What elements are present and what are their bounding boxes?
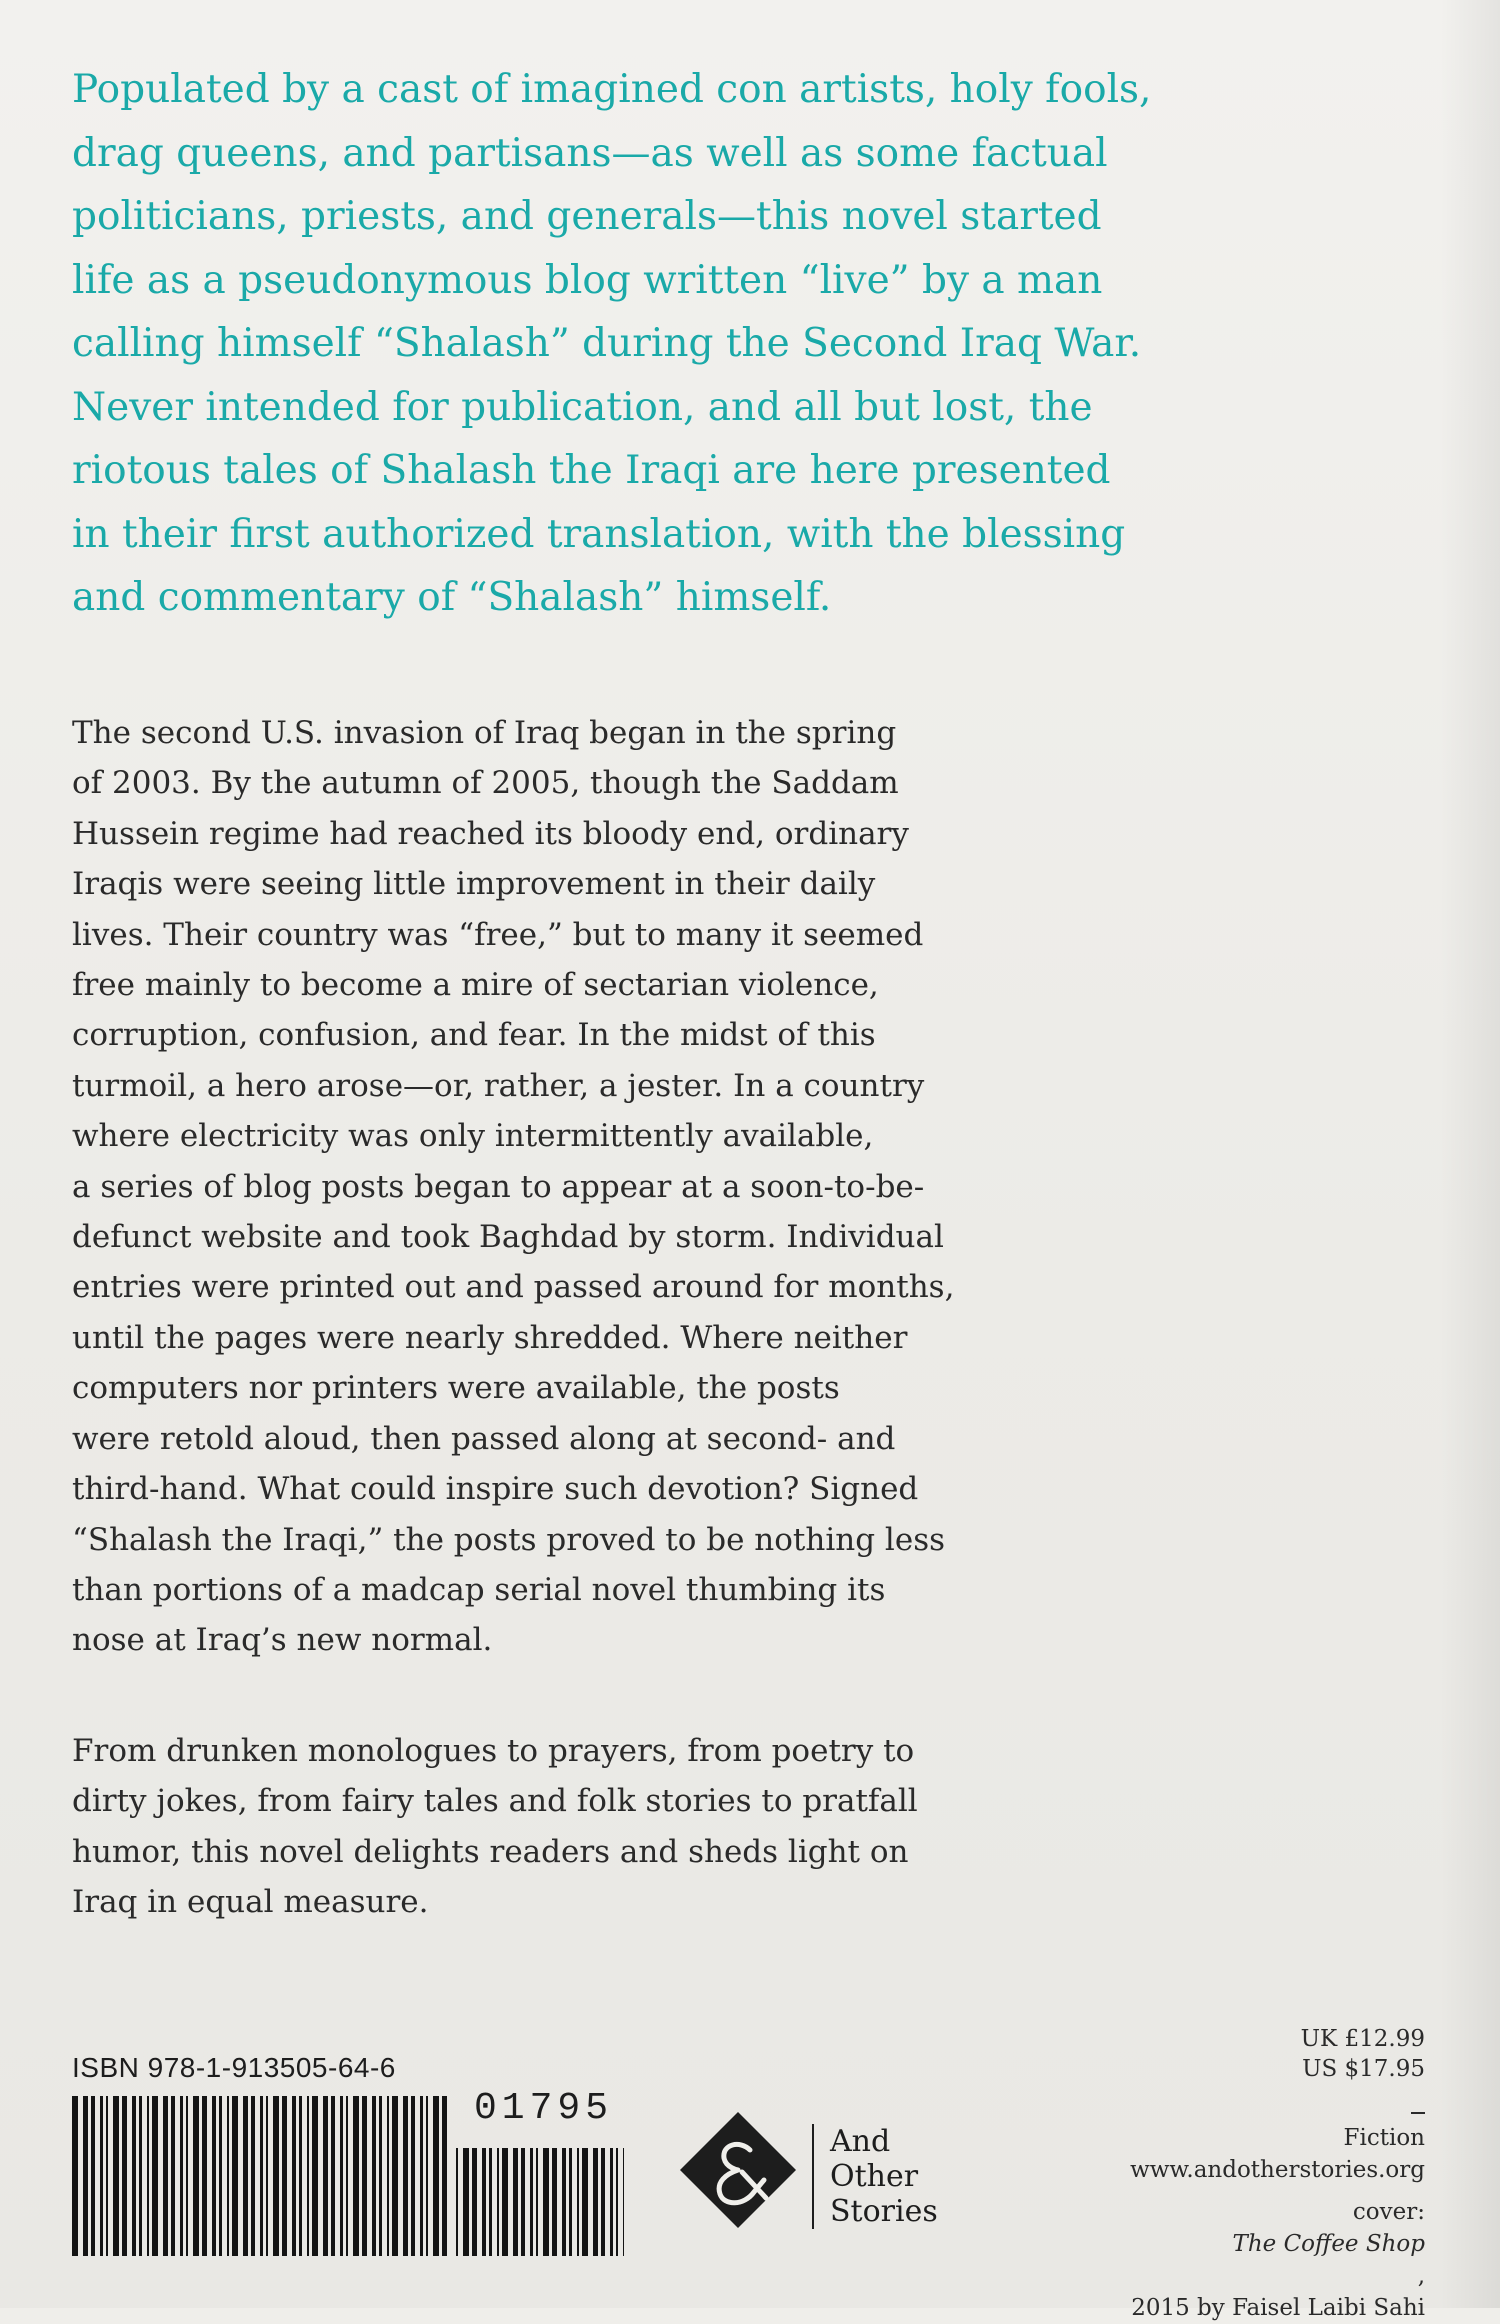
page-shadow xyxy=(1440,0,1500,2308)
blurb-line: life as a pseudonymous blog written “live” by a man xyxy=(72,257,1103,303)
paragraph-line: than portions of a madcap serial novel thumbing its xyxy=(72,1571,886,1608)
price-us: US $17.95 xyxy=(1302,2056,1425,2082)
paragraph-line: nose at Iraq’s new normal. xyxy=(72,1622,493,1659)
paragraph-line: Iraq in equal measure. xyxy=(72,1884,429,1921)
ampersand-diamond-icon xyxy=(678,2110,798,2230)
blurb-line: Never intended for publication, and all but lost, the xyxy=(72,384,1093,430)
category: Fiction xyxy=(1343,2125,1425,2151)
teal-blurb xyxy=(72,58,1412,630)
paragraph-line: Hussein regime had reached its bloody end, ordinary xyxy=(72,815,909,852)
paragraph-line: until the pages were nearly shredded. Where neither xyxy=(72,1319,908,1356)
price-block xyxy=(1301,2024,1425,2084)
paragraph-line: third-hand. What could inspire such devotion? Signed xyxy=(72,1471,919,1508)
paragraph-line: Iraqis were seeing little improvement in their daily xyxy=(72,866,876,903)
description-paragraph-2 xyxy=(72,1726,1132,1928)
blurb-line: calling himself “Shalash” during the Second Iraq War. xyxy=(72,321,1142,366)
cover-artwork-title: The Coffee Shop xyxy=(1232,2231,1425,2257)
paragraph-line: computers nor printers were available, the posts xyxy=(72,1370,840,1407)
publisher-name xyxy=(812,2124,938,2229)
blurb-line: in their first authorized translation, with the blessing xyxy=(72,511,1126,557)
publisher-name-line: And xyxy=(830,2124,891,2159)
paragraph-line: where electricity was only intermittently available, xyxy=(72,1118,874,1155)
paragraph-line: were retold aloud, then passed along at second- and xyxy=(72,1420,896,1457)
paragraph-line: From drunken monologues to prayers, from poetry to xyxy=(72,1733,915,1769)
blurb-line: riotous tales of Shalash the Iraqi are here presented xyxy=(72,448,1111,493)
paragraph-line: turmoil, a hero arose—or, rather, a jester. In a country xyxy=(72,1067,925,1104)
cover-credit-prefix: cover: xyxy=(1352,2199,1425,2225)
barcode-addon-number: 01795 xyxy=(474,2087,614,2130)
barcode xyxy=(72,2096,624,2256)
paragraph-line: defunct website and took Baghdad by storm. Individual xyxy=(72,1219,944,1256)
info-block xyxy=(1130,2102,1425,2186)
blurb-line: Populated by a cast of imagined con artists, holy fools, xyxy=(72,67,1152,112)
paragraph-line: lives. Their country was “free,” but to many it seemed xyxy=(72,916,924,953)
cover-credit-line-1 xyxy=(1131,2196,1425,2292)
blurb-line: politicians, priests, and generals—this novel started xyxy=(72,194,1102,239)
price-uk: UK £12.99 xyxy=(1300,2026,1425,2052)
publisher-name-line: Stories xyxy=(830,2194,938,2229)
publisher-name-line: Other xyxy=(830,2159,919,2194)
paragraph-line: corruption, confusion, and fear. In the midst of this xyxy=(72,1017,876,1054)
website: www.andotherstories.org xyxy=(1130,2157,1425,2183)
paragraph-line: dirty jokes, from fairy tales and folk stories to pratfall xyxy=(72,1783,918,1820)
description-paragraph-1 xyxy=(72,708,1132,1666)
cover-credit xyxy=(1131,2196,1425,2324)
paragraph-line: entries were printed out and passed around for months, xyxy=(72,1269,955,1306)
paragraph-line: The second U.S. invasion of Iraq began in the spring xyxy=(72,715,897,751)
cover-credit-suffix: , xyxy=(1417,2263,1425,2289)
paragraph-line: free mainly to become a mire of sectarian violence, xyxy=(72,967,879,1004)
cover-credit-line-2: 2015 by Faisel Laibi Sahi xyxy=(1131,2295,1425,2321)
divider-dash xyxy=(1411,2112,1425,2114)
paragraph-line: of 2003. By the autumn of 2005, though the Saddam xyxy=(72,765,899,802)
paragraph-line: a series of blog posts began to appear at a soon-to-be- xyxy=(72,1168,925,1205)
paragraph-line: “Shalash the Iraqi,” the posts proved to be nothing less xyxy=(72,1521,946,1558)
isbn-label: ISBN 978-1-913505-64-6 xyxy=(72,2052,396,2083)
blurb-line: drag queens, and partisans—as well as some factual xyxy=(72,130,1108,176)
paragraph-line: humor, this novel delights readers and sheds light on xyxy=(72,1833,909,1870)
blurb-line: and commentary of “Shalash” himself. xyxy=(72,575,832,620)
